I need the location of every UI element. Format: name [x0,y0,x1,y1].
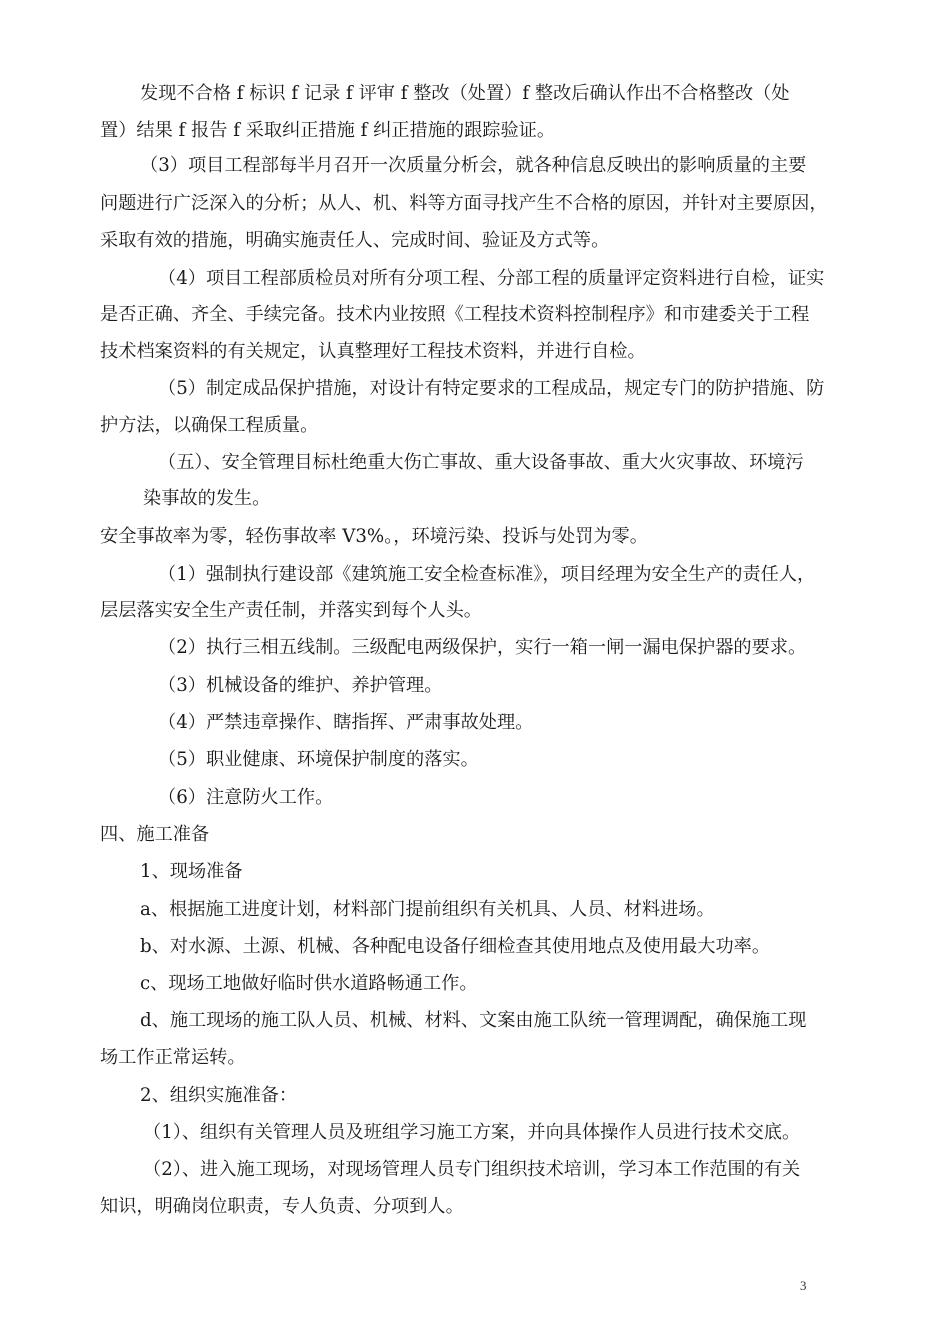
section-heading: 四、施工准备 [100,824,210,845]
text-line: （3）项目工程部每半月召开一次质量分析会，就各种信息反映出的影响质量的主要 [140,155,807,176]
list-item: c、现场工地做好临时供水道路畅通工作。 [140,973,478,994]
text-line: 置）结果 f 报告 f 采取纠正措施 f 纠正措施的跟踪验证。 [100,120,556,141]
text-line: 问题进行广泛深入的分析；从人、机、料等方面寻找产生不合格的原因，并针对主要原因， [100,193,828,214]
section-heading: （五）、安全管理目标杜绝重大伤亡事故、重大设备事故、重大火灾事故、环境污 [158,452,804,473]
text-line: 是否正确、齐全、手续完备。技术内业按照《工程技术资料控制程序》和市建委关于工程 [100,304,810,325]
list-item: （6）注意防火工作。 [158,787,334,808]
list-item: 场工作正常运转。 [100,1047,246,1068]
text-line: 护方法，以确保工程质量。 [100,415,319,436]
list-item: （2）、进入施工现场，对现场管理人员专门组织技术培训，学习本工作范围的有关 [143,1159,801,1180]
list-item: （1）、组织有关管理人员及班组学习施工方案，并向具体操作人员进行技术交底。 [143,1122,801,1143]
page-number: 3 [800,1278,807,1293]
list-item: （5）职业健康、环境保护制度的落实。 [158,749,479,770]
list-item: d、施工现场的施工队人员、机械、材料、文案由施工队统一管理调配，确保施工现 [140,1010,807,1031]
text-line: 发现不合格 f 标识 f 记录 f 评审 f 整改（处置）f 整改后确认作出不合格整改（处 [140,83,790,104]
text-line: （4）项目工程部质检员对所有分项工程、分部工程的质量评定资料进行自检，证实 [158,268,825,289]
section-heading: 染事故的发生。 [143,488,271,509]
text-line: （5）制定成品保护措施，对设计有特定要求的工程成品，规定专门的防护措施、防 [158,378,825,399]
list-item: （1）强制执行建设部《建筑施工安全检查标准》，项目经理为安全生产的责任人， [158,564,816,585]
text-line: 技术档案资料的有关规定，认真整理好工程技术资料，并进行自检。 [100,341,646,362]
list-item: （2）执行三相五线制。三级配电两级保护，实行一箱一闸一漏电保护器的要求。 [158,637,807,658]
subsection-heading: 2、组织实施准备： [140,1085,298,1106]
list-item: a、根据施工进度计划，材料部门提前组织有关机具、人员、材料进场。 [140,899,715,920]
list-item: （3）机械设备的维护、养护管理。 [158,675,443,696]
list-item: 知识，明确岗位职责，专人负责、分项到人。 [100,1196,464,1217]
text-line: 采取有效的措施，明确实施责任人、完成时间、验证及方式等。 [100,230,610,251]
list-item: （4）严禁违章操作、瞎指挥、严肃事故处理。 [158,712,534,733]
list-item: b、对水源、土源、机械、各种配电设备仔细检查其使用地点及使用最大功率。 [140,936,771,957]
text-line: 安全事故率为零，轻伤事故率 V3%。，环境污染、投诉与处罚为零。 [100,526,648,547]
subsection-heading: 1、现场准备 [140,861,243,882]
list-item: 层层落实安全生产责任制，并落实到每个人头。 [100,600,482,621]
